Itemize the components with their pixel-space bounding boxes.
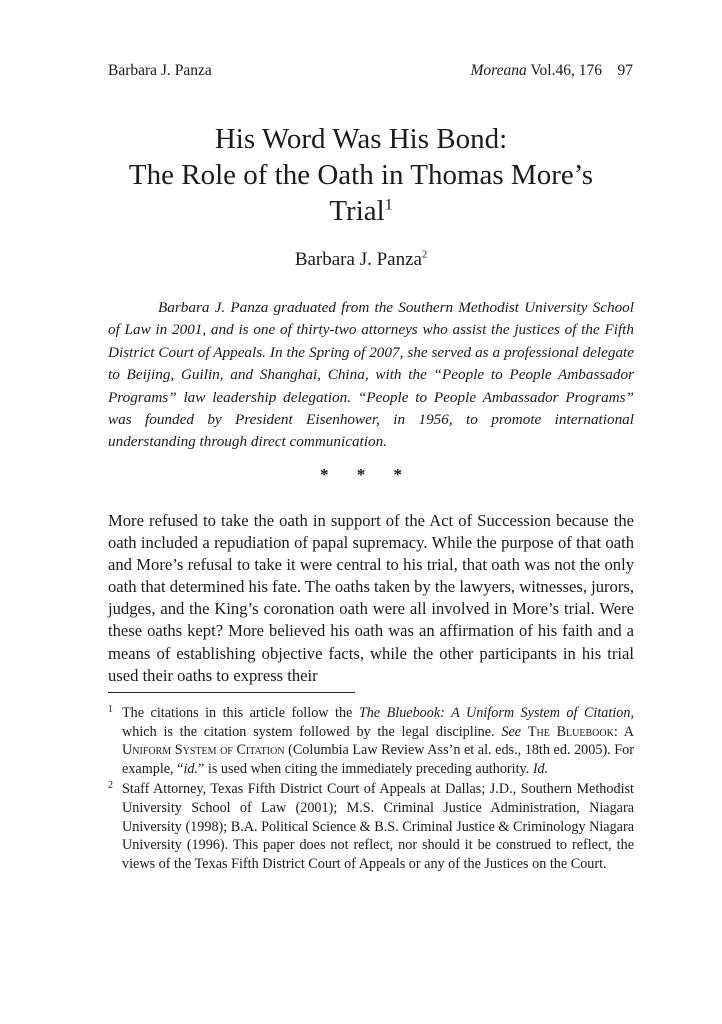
title-line-3-text: Trial <box>329 195 385 227</box>
footnote-number: 2 <box>108 780 113 792</box>
footnote-italic: Id. <box>532 760 549 777</box>
author-footnote-marker[interactable]: 2 <box>421 249 428 261</box>
footnote-smallcaps: The Bluebook: A Uniform System of Citation <box>122 723 635 759</box>
section-separator: * * * <box>320 465 414 484</box>
footnote-italic: id. <box>183 760 199 777</box>
journal-volume: Vol.46, 176 <box>530 62 602 79</box>
footnote-text: ” is used when citing the immediately preceding authority. <box>198 760 533 777</box>
footnotes <box>108 704 634 875</box>
article-title <box>60 121 662 229</box>
running-head <box>108 62 633 84</box>
footnote-number: 1 <box>108 704 113 715</box>
footnote-divider <box>108 692 355 693</box>
running-head-author: Barbara J. Panza <box>108 62 212 79</box>
title-line-1: His Word Was His Bond: <box>214 123 508 155</box>
footnote-2 <box>108 780 634 873</box>
page-number: 97 <box>617 62 633 79</box>
author-byline <box>60 249 662 271</box>
running-head-journal <box>471 62 634 80</box>
footnote-text: (Columbia Law Review Ass’n et al. eds., 18th ed. 2005). For example, “ <box>122 742 634 777</box>
journal-name: Moreana <box>470 62 527 79</box>
title-footnote-marker[interactable]: 1 <box>384 196 393 214</box>
footnote-text: The citations in this article follow the <box>122 705 359 721</box>
footnote-italic: The Bluebook: A Uniform System of Citation <box>358 705 631 721</box>
author-name: Barbara J. Panza <box>294 249 422 270</box>
footnote-italic: See <box>501 723 522 740</box>
title-line-2: The Role of the Oath in Thomas More’s <box>128 159 594 191</box>
author-bio: Barbara J. Panza graduated from the Southern Methodist University School of Law in 2001, and is one of thirty-two attorneys who assist the justices of the Fifth District Court of Appeals. In the Spring of 2007, she served as a professional delegate to Beijing, Guilin, and Shanghai, China, with the “People to People Ambassador Programs” law leadership delegation. “People to People Ambassador Programs” was founded by President Eisenhower, in 1956, to promote international understanding through direct communication. <box>108 299 634 451</box>
footnote-text: , which is the citation system followed by the legal discipline. <box>122 705 635 740</box>
footnote-text <box>521 724 528 740</box>
footnote-text: Staff Attorney, Texas Fifth District Court of Appeals at Dallas; J.D., Southern Methodist University School of Law (2001); M.S. Criminal Justice Administration, Niagara University (1998); B.A. Political Science & B.S. Criminal Justice & Criminology Niagara University (1996). This paper does not reflect, nor should it be construed to reflect, the views of the Texas Fifth District Court of Appeals or any of the Justices on the Court. <box>122 781 634 872</box>
title-line-3 <box>60 193 662 229</box>
body-paragraph: More refused to take the oath in support of the Act of Succession because the oath included a repudiation of papal supremacy. While the purpose of that oath and More’s refusal to take it were central to his trial, that oath was not the only oath that determined his fate. The oaths taken by the lawyers, witnesses, jurors, judges, and the King’s coronation oath were all involved in More’s trial. Were these oaths kept? More believed his oath was an affirmation of his faith and a means of establishing objective facts, while the other participants in his trial used their oaths to express their <box>108 511 634 685</box>
footnote-1 <box>108 704 634 778</box>
